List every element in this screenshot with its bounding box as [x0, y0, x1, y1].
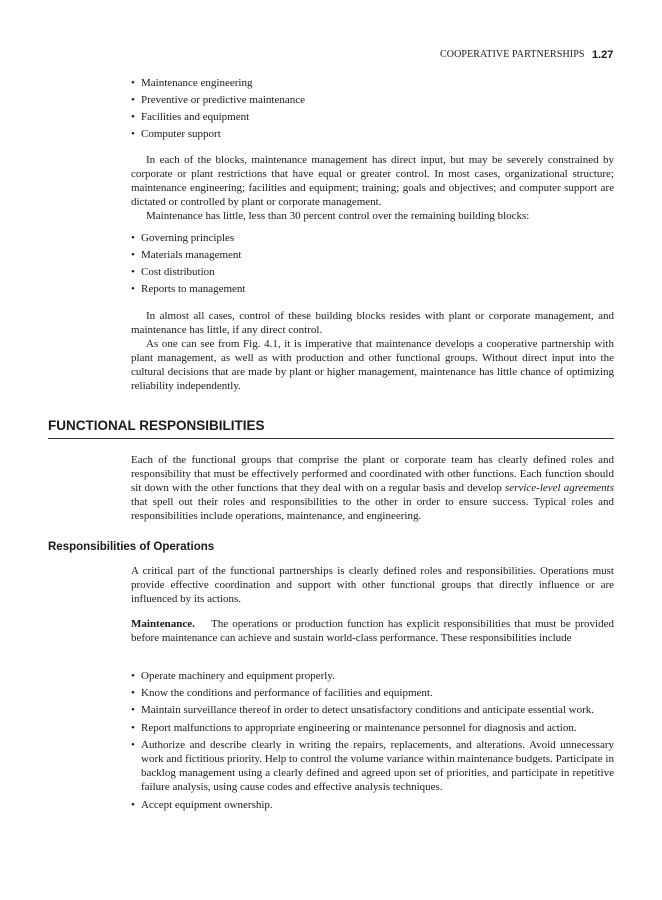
- list-item: • Reports to management: [131, 282, 614, 299]
- list-item: • Operate machinery and equipment properly.: [131, 669, 614, 686]
- list-item: • Know the conditions and performance of facilities and equipment.: [131, 686, 614, 703]
- list-item: • Accept equipment ownership.: [131, 798, 614, 812]
- section-heading: FUNCTIONAL RESPONSIBILITIES: [48, 418, 265, 433]
- text: The operations or production function has explicit responsibilities that must be provided before maintenance can achieve and sustain world-class performance. These responsibilities include: [131, 618, 614, 644]
- paragraph: As one can see from Fig. 4.1, it is imperative that maintenance develops a cooperative partnership with plant management, as well as with production and other functional groups. Without direct input into the cultural decisions that are made by plant or higher management, maintenance has little chance of optimizing reliability independently.: [131, 338, 614, 392]
- list-item: • Materials management: [131, 248, 614, 265]
- list-item: • Report malfunctions to appropriate engineering or maintenance personnel for diagnosis and action.: [131, 721, 614, 738]
- emphasis: service-level agreements: [505, 482, 615, 494]
- paragraph: A critical part of the functional partnerships is clearly defined roles and responsibilities. Operations must provide effective coordination and support with other functional groups that directly influence or are influenced by its actions.: [131, 565, 614, 605]
- text: that spell out their roles and responsibilities to the other in order to ensure success. Typical roles and responsibilities include operations, maintenance, and engineering.: [131, 496, 614, 522]
- list-item: • Facilities and equipment: [131, 110, 614, 127]
- paragraph-group: [131, 309, 614, 393]
- bullet-list-limited-control: [131, 231, 614, 299]
- paragraph: In each of the blocks, maintenance management has direct input, but may be severely constrained by corporate or plant restrictions that have equal or greater control. In most cases, organizational structure; maintenance engineering; facilities and equipment; training; goals and objectives; and computer support are dictated or controlled by plant or corporate management.: [131, 154, 614, 208]
- list-item: • Maintenance engineering: [131, 76, 614, 93]
- section-rule: [48, 438, 614, 439]
- list-item: • Computer support: [131, 127, 614, 144]
- list-item: • Authorize and describe clearly in writing the repairs, replacements, and alterations. Avoid unnecessary work and fictitious priority. Help to control the volume variance within maintenance budgets. Participate in backlog management using a clearly defined and agreed upon set of priorities, and participate in repetitive failure analysis, using cause codes and effective analysis techniques.: [131, 738, 614, 798]
- list-item: • Preventive or predictive maintenance: [131, 93, 614, 110]
- list-item: • Cost distribution: [131, 265, 614, 282]
- page-number: 1.27: [592, 49, 614, 61]
- paragraph: Maintenance has little, less than 30 percent control over the remaining building blocks:: [146, 210, 530, 222]
- list-item: • Governing principles: [131, 231, 614, 248]
- running-header: COOPERATIVE PARTNERSHIPS: [440, 49, 585, 60]
- list-item: • Maintain surveillance thereof in order to detect unsatisfactory conditions and anticipate essential work.: [131, 703, 614, 721]
- bullet-list-direct-input: [131, 76, 614, 144]
- paragraph-run-in: [131, 617, 614, 645]
- bullet-list-responsibilities: [131, 669, 614, 812]
- text: Each of the functional groups that comprise the plant or corporate team has clearly defined roles and responsibility that must be effectively performed and coordinated with other functions. Each function should sit down with the other functions that they deal with on a regular basis and develop: [131, 454, 614, 494]
- run-in-heading: Maintenance.: [131, 618, 195, 630]
- paragraph: In almost all cases, control of these building blocks resides with plant or corporate management, and maintenance has little, if any direct control.: [131, 310, 614, 336]
- subsection-heading: Responsibilities of Operations: [48, 541, 215, 553]
- paragraph: [131, 453, 614, 523]
- paragraph-blocks: [131, 153, 614, 223]
